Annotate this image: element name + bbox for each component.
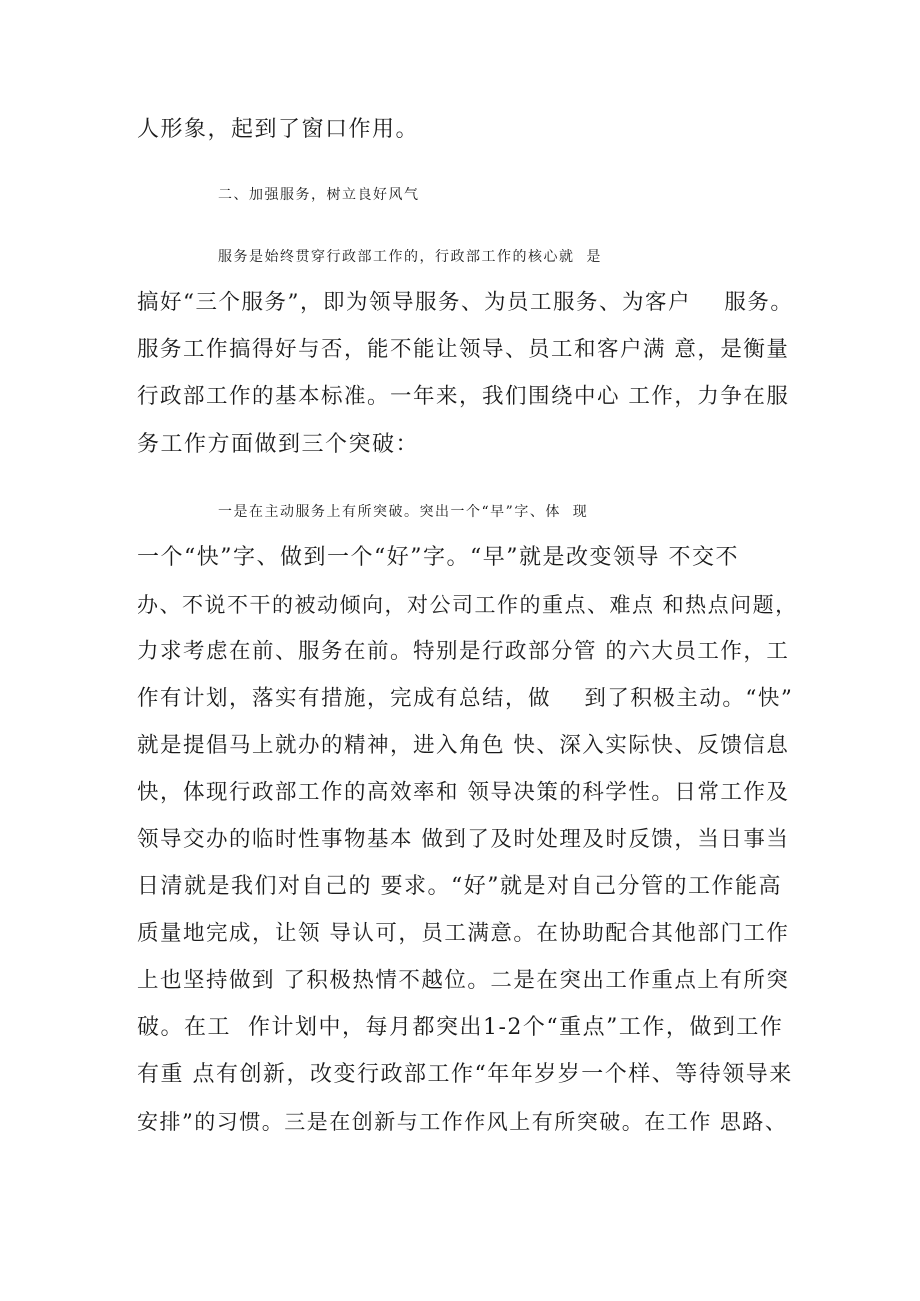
text-line: 安排”的习惯。三是在创新与工作作风上有所突破。在工作 思路、 <box>137 1110 788 1134</box>
text-line: 破。在工 作计划中，每月都突出1-2个“重点”工作，做到工作 <box>137 1015 784 1040</box>
text-line: 行政部工作的基本标准。一年来，我们围绕中心 工作，力争在服 <box>137 384 790 409</box>
text-line: 务工作方面做到三个突破： <box>137 432 420 457</box>
text-line: 办、不说不干的被动倾向，对公司工作的重点、难点 和热点问题， <box>137 593 798 617</box>
text-line: 就是提倡马上就办的精神，进入角色 快、深入实际快、反馈信息 <box>137 733 790 758</box>
text-line: 作有计划，落实有措施，完成有总结，做 到了积极主动。“快” <box>137 686 794 711</box>
text-line: 快，体现行政部工作的高效率和 领导决策的科学性。日常工作及 <box>137 780 790 805</box>
text-line: 质量地完成，让领 导认可，员工满意。在协助配合其他部门工作 <box>137 921 790 946</box>
text-line: 力求考虑在前、服务在前。特别是行政部分管 的六大员工作，工 <box>137 639 790 664</box>
text-line: 日清就是我们对自己的 要求。“好”就是对自己分管的工作能高 <box>137 874 782 899</box>
text-line: 领导交办的临时性事物基本 做到了及时处理及时反馈，当日事当 <box>137 827 790 852</box>
section-heading: 二、加强服务，树立良好风气 <box>218 187 420 203</box>
text-line: 一个“快”字、做到一个“好”字。“早”就是改变领导 不交不 <box>137 545 739 570</box>
text-line: 服务工作搞得好与否，能不能让领导、员工和客户满 意，是衡量 <box>137 337 790 362</box>
text-line: 一是在主动服务上有所突破。突出一个“早”字、体 现 <box>218 504 589 520</box>
text-line: 搞好“三个服务”，即为领导服务、为员工服务、为客户 服务。 <box>137 290 794 315</box>
text-line: 服务是始终贯穿行政部工作的，行政部工作的核心就 是 <box>218 249 602 265</box>
text-line: 上也坚持做到 了积极热情不越位。二是在突出工作重点上有所突 <box>137 968 790 993</box>
text-line: 有重 点有创新，改变行政部工作“年年岁岁一个样、等待领导来 <box>137 1062 793 1087</box>
text-line: 人形象，起到了窗口作用。 <box>137 117 420 142</box>
